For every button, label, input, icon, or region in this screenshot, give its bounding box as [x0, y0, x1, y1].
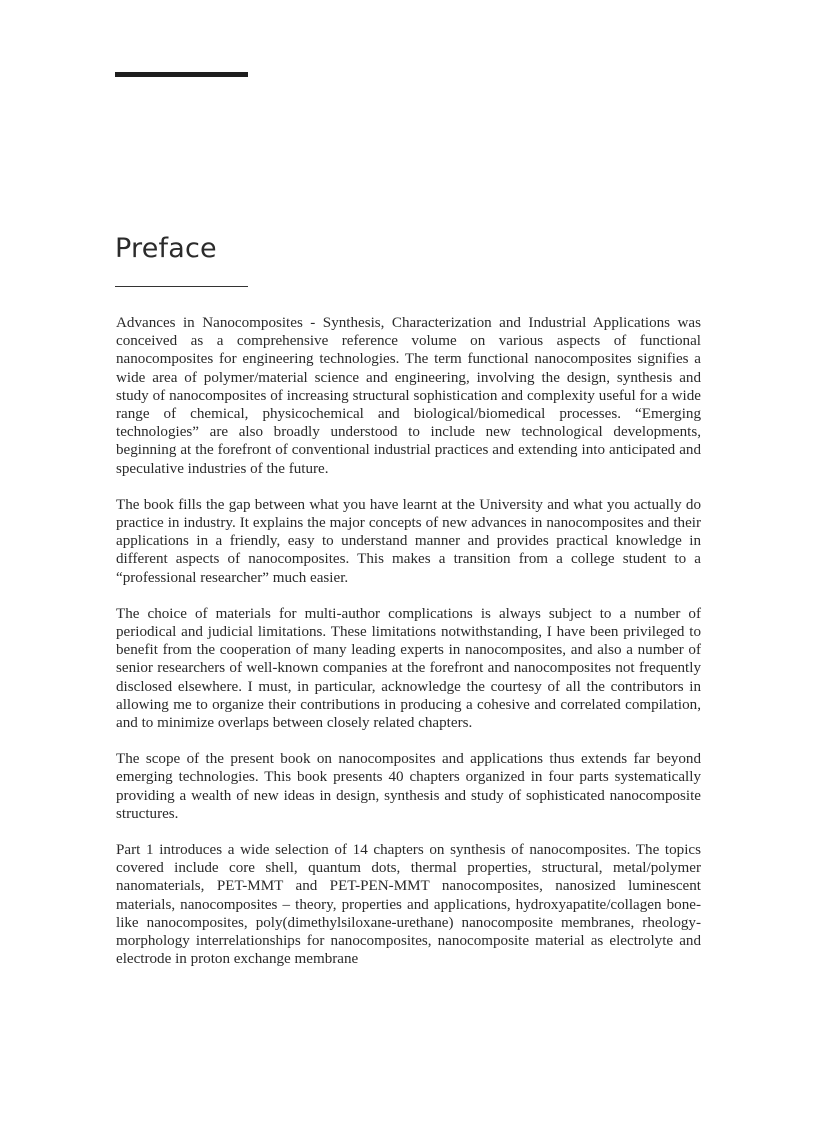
paragraph-3: The choice of materials for multi-author complications is always subject to a number of periodical and judicial limitations. These limitations notwithstanding, I have been privileged to benefit from the cooperation of many leading experts in nanocomposites, and also a number of senior researchers of well-known companies at the forefront and nanocomposites not frequently disclosed elsewhere. I must, in particular, acknowledge the courtesy of all the contributors in allowing me to organize their contributions in producing a cohesive and correlated compilation, and to minimize overlaps between closely related chapters.: [116, 605, 701, 732]
paragraph-5: Part 1 introduces a wide selection of 14 chapters on synthesis of nanocomposites. The topics covered include core shell, quantum dots, thermal properties, structural, metal/​polymer nanomaterials, PET-MMT and PET-PEN-MMT nanocomposites, nanosized luminescent materials, nanocomposites – theory, properties and applications, hydroxyapatite/​collagen bone-like nanocomposites, poly(dimethylsiloxane-urethane) nanocomposite membranes, rheology-morphology interrelationships for nanocomposites, nanocomposite material as electrolyte and electrode in proton exchange membrane: [116, 842, 701, 968]
top-decorative-rule: [115, 72, 248, 77]
title-underline-rule: [115, 286, 248, 287]
preface-body: [116, 314, 701, 987]
page-title: Preface: [115, 233, 217, 264]
paragraph-2: The book fills the gap between what you have learnt at the University and what you actually do practice in industry. It explains the major concepts of new advances in nanocomposites and their applications in a friendly, easy to understand manner and provides practical knowledge in different aspects of nanocomposites. This makes a transition from a college student to a “professional researcher” much easier.: [116, 496, 701, 586]
paragraph-4: The scope of the present book on nanocomposites and applications thus extends far beyond emerging technologies. This book presents 40 chapters organized in four parts systematically providing a wealth of new ideas in design, synthesis and study of sophisticated nanocomposite structures.: [116, 751, 701, 822]
paragraph-1: Advances in Nanocomposites - Synthesis, Characterization and Industrial Applications was conceived as a comprehensive reference volume on various aspects of functional nanocomposites for engineering technologies. The term functional nanocomposites signifies a wide area of polymer/material science and engineering, involving the design, synthesis and study of nanocomposites of increasing structural sophistication and complexity useful for a wide range of chemical, physicochemical and biological/​biomedical processes. “Emerging technologies” are also broadly understood to include new technological developments, beginning at the forefront of conventional industrial practices and extending into anticipated and speculative industries of the future.: [116, 315, 701, 477]
